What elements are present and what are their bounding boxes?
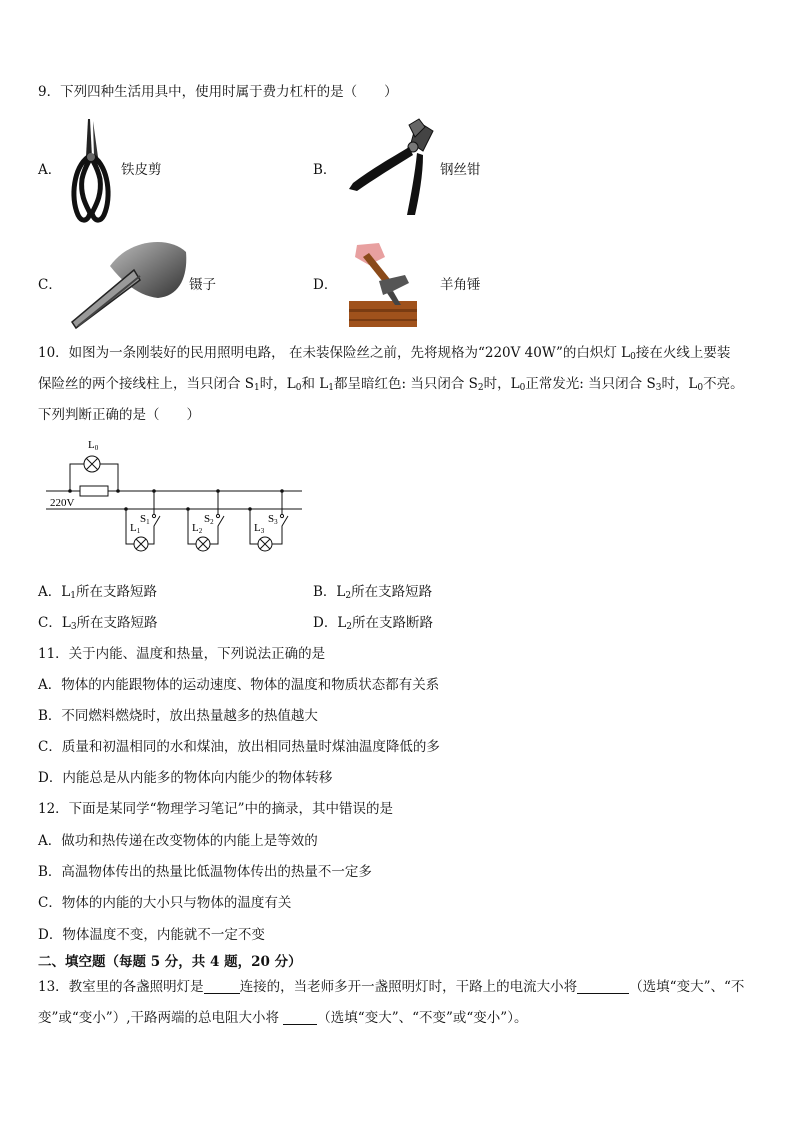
q13-blank-1[interactable] bbox=[204, 979, 240, 994]
q9-option-b-letter: B． bbox=[313, 162, 337, 178]
q13-blank-3[interactable] bbox=[283, 1010, 317, 1025]
lamp0-label: L0 bbox=[88, 439, 99, 452]
q12-option-c: C．物体的内能的大小只与物体的温度有关 bbox=[38, 895, 292, 911]
tin-snips-image bbox=[66, 117, 116, 225]
voltage-label: 220V bbox=[50, 497, 75, 509]
q11-stem: 11．关于内能、温度和热量，下列说法正确的是 bbox=[38, 646, 326, 662]
claw-hammer-image bbox=[349, 243, 417, 327]
q13-line1: 13．教室里的各盏照明灯是 连接的，当老师多开一盏照明灯时，干路上的电流大小将 （选填“变大”、“不 bbox=[38, 979, 745, 995]
q12-option-a: A．做功和热传递在改变物体的内能上是等效的 bbox=[38, 833, 318, 849]
q9-option-c-text: 镊子 bbox=[189, 277, 216, 293]
q10-option-c: C．$L_3$所在支路短路 bbox=[38, 615, 158, 632]
q10-stem-line1: 10．如图为一条刚装好的民用照明电路， 在未装保险丝之前，先将规格为“220V 40W”的白炽灯 $L_0$接在火线上要装 bbox=[38, 345, 731, 362]
switch3-label: S3 bbox=[268, 513, 278, 526]
q11-option-b: B．不同燃料燃烧时，放出热量越多的热值越大 bbox=[38, 708, 318, 724]
q11-option-a: A．物体的内能跟物体的运动速度、物体的温度和物质状态都有关系 bbox=[38, 677, 440, 693]
q13-line2: 变”或“变小”）,干路两端的总电阻大小将 （选填“变大”、“不变”或“变小”）。 bbox=[38, 1010, 528, 1026]
switch2-label: S2 bbox=[204, 513, 214, 526]
q12-option-d: D．物体温度不变，内能就不一定不变 bbox=[38, 927, 265, 943]
q12-option-b: B．高温物体传出的热量比低温物体传出的热量不一定多 bbox=[38, 864, 372, 880]
q10-option-a: A．$L_1$所在支路短路 bbox=[38, 584, 157, 601]
q9-option-c-letter: C． bbox=[38, 277, 62, 293]
fuse-symbol bbox=[80, 486, 108, 496]
q9-option-a-text: 铁皮剪 bbox=[121, 162, 162, 178]
lamp3-label: L3 bbox=[254, 522, 265, 535]
q9-option-d-letter: D． bbox=[313, 277, 338, 293]
q10-option-b: B．$L_2$所在支路短路 bbox=[313, 584, 433, 601]
q12-stem: 12．下面是某同学“物理学习笔记”中的摘录，其中错误的是 bbox=[38, 801, 393, 817]
q11-option-d: D．内能总是从内能多的物体向内能少的物体转移 bbox=[38, 770, 333, 786]
lamp2-label: L2 bbox=[192, 522, 203, 535]
q9-stem: 9．下列四种生活用具中，使用时属于费力杠杆的是（ ） bbox=[38, 84, 398, 100]
tweezers-image bbox=[70, 236, 188, 330]
q9-option-b-text: 钢丝钳 bbox=[440, 162, 481, 178]
q10-option-d: D．$L_2$所在支路断路 bbox=[313, 615, 434, 632]
q10-stem-line2: 保险丝的两个接线柱上，当只闭合 $S_1$时，$L_0$和 $L_1$都呈暗红色: 当只闭合 $S_2$时，$L_0$正常发光: 当只闭合 $S_3$时，$L_0$不亮。 bbox=[38, 376, 744, 393]
q13-blank-2[interactable] bbox=[577, 979, 629, 994]
q9-option-a-letter: A． bbox=[38, 162, 62, 178]
pliers-image bbox=[347, 117, 439, 217]
section-heading-fill-blank: 二、填空题（每题 5 分，共 4 题，20 分） bbox=[38, 954, 302, 970]
q11-option-c: C．质量和初温相同的水和煤油，放出相同热量时煤油温度降低的多 bbox=[38, 739, 440, 755]
q10-stem-line3: 下列判断正确的是（ ） bbox=[38, 407, 200, 423]
q9-option-d-text: 羊角锤 bbox=[440, 277, 481, 293]
circuit-diagram bbox=[46, 434, 308, 558]
switch1-label: S1 bbox=[140, 513, 150, 526]
lamp1-label: L1 bbox=[130, 522, 141, 535]
